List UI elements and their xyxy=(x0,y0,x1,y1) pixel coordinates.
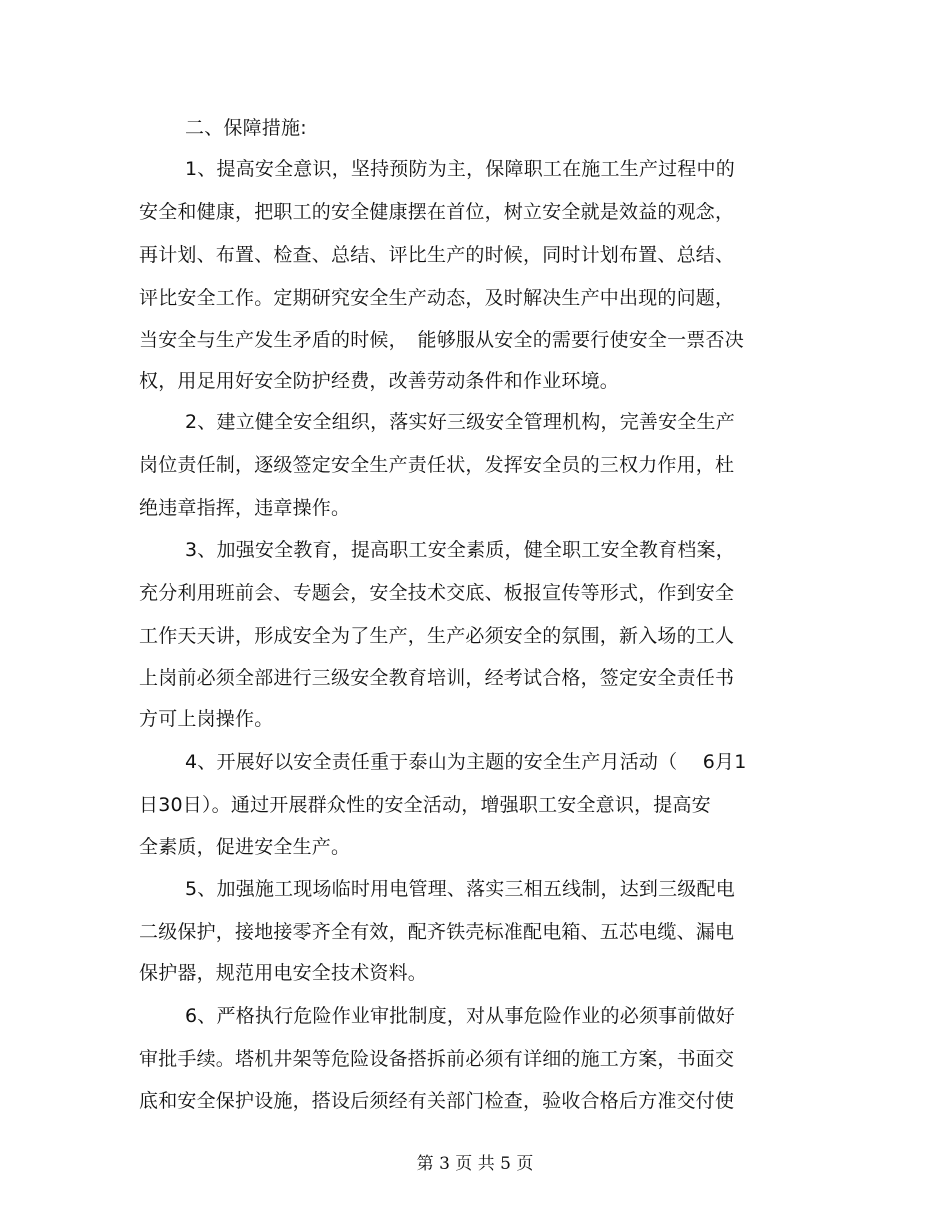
paragraph-3-line-2: 充分利用班前会、专题会，安全技术交底、板报宣传等形式，作到安全 xyxy=(139,582,735,604)
paragraph-6-line-1: 6、严格执行危险作业审批制度，对从事危险作业的必须事前做好 xyxy=(185,1005,735,1027)
paragraph-2-line-3: 绝违章指挥，违章操作。 xyxy=(139,497,351,519)
paragraph-4-line-3: 全素质，促进安全生产。 xyxy=(139,836,351,858)
paragraph-1-line-1: 1、提高安全意识，坚持预防为主，保障职工在施工生产过程中的 xyxy=(185,158,735,180)
paragraph-6-line-2: 审批手续。塔机井架等危险设备搭拆前必须有详细的施工方案，书面交 xyxy=(139,1048,735,1070)
paragraph-5-line-3: 保护器，规范用电安全技术资料。 xyxy=(139,962,428,984)
paragraph-4-line-2: 日30日）。通过开展群众性的安全活动，增强职工安全意识，提高安 xyxy=(139,794,711,816)
paragraph-1-line-2: 安全和健康，把职工的安全健康摆在首位，树立安全就是效益的观念， xyxy=(139,201,735,223)
paragraph-1-line-3: 再计划、布置、检查、总结、评比生产的时候，同时计划布置、总结、 xyxy=(139,244,735,266)
paragraph-3-line-5: 方可上岗操作。 xyxy=(139,708,274,730)
paragraph-2-line-1: 2、建立健全安全组织，落实好三级安全管理机构，完善安全生产 xyxy=(185,411,735,433)
paragraph-6-line-3: 底和安全保护设施，搭设后须经有关部门检查，验收合格后方准交付使 xyxy=(139,1090,735,1112)
paragraph-1-line-5: 当安全与生产发生矛盾的时候， 能够服从安全的需要行使安全一票否决 xyxy=(139,329,744,351)
paragraph-3-line-3: 工作天天讲，形成安全为了生产，生产必须安全的氛围，新入场的工人 xyxy=(139,625,735,647)
paragraph-1-line-4: 评比安全工作。定期研究安全生产动态，及时解决生产中出现的问题， xyxy=(139,287,735,309)
paragraph-4-line-1: 4、开展好以安全责任重于泰山为主题的安全生产月活动（ 6月1 xyxy=(185,751,747,773)
paragraph-1-line-6: 权，用足用好安全防护经费，改善劳动条件和作业环境。 xyxy=(139,370,620,392)
paragraph-2-line-2: 岗位责任制，逐级签定安全生产责任状，发挥安全员的三权力作用，杜 xyxy=(139,454,735,476)
section-heading: 二、保障措施: xyxy=(185,117,307,139)
paragraph-5-line-2: 二级保护，接地接零齐全有效，配齐铁壳标准配电箱、五芯电缆、漏电 xyxy=(139,921,735,943)
paragraph-3-line-1: 3、加强安全教育，提高职工安全素质，健全职工安全教育档案， xyxy=(185,539,735,561)
page-footer: 第 3 页 共 5 页 xyxy=(416,1154,534,1174)
paragraph-3-line-4: 上岗前必须全部进行三级安全教育培训，经考试合格，签定安全责任书 xyxy=(139,667,735,689)
paragraph-5-line-1: 5、加强施工现场临时用电管理、落实三相五线制，达到三级配电 xyxy=(185,878,735,900)
